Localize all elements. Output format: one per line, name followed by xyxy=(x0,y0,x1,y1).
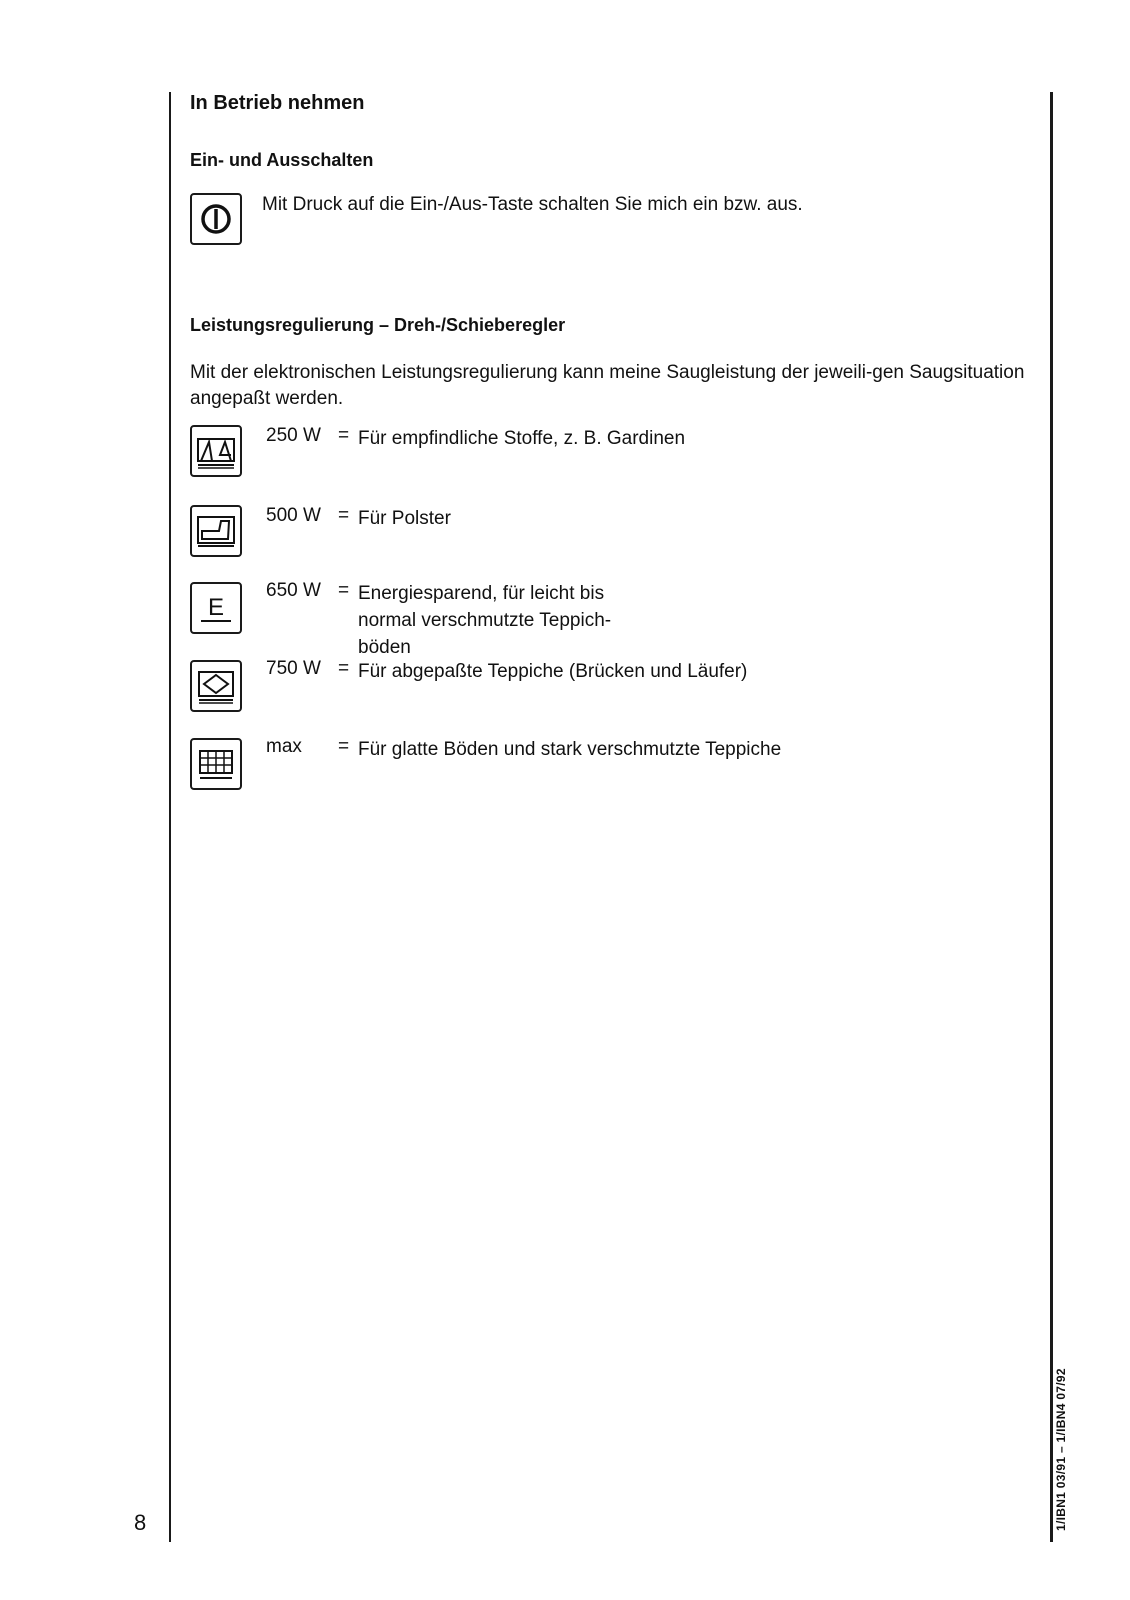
on-off-text: Mit Druck auf die Ein-/Aus-Taste schalten Sie mich ein bzw. aus. xyxy=(262,194,803,215)
left-margin-rule xyxy=(169,92,171,1542)
floor-grid-icon xyxy=(190,738,242,790)
armchair-icon xyxy=(190,505,242,557)
level-label: 650 W xyxy=(266,580,321,601)
level-description: Energiesparend, für leicht bis normal verschmutzte Teppich-böden xyxy=(358,583,612,658)
energy-e-icon xyxy=(190,582,242,634)
equals-sign: = xyxy=(338,736,350,757)
energy-e-letter: E xyxy=(207,594,225,621)
right-margin-rule xyxy=(1050,92,1053,1542)
equals-sign: = xyxy=(338,580,350,601)
level-description: Für empfindliche Stoffe, z. B. Gardinen xyxy=(358,428,686,449)
level-description: Für Polster xyxy=(358,508,451,529)
equals-sign: = xyxy=(338,425,350,446)
power-icon xyxy=(190,193,242,245)
level-description: Für glatte Böden und stark verschmutzte Teppiche xyxy=(358,739,782,760)
section-title-power-regulation: Leistungsregulierung – Dreh-/Schieberegler xyxy=(190,315,566,335)
level-description: Für abgepaßte Teppiche (Brücken und Läufer) xyxy=(358,661,748,682)
rug-icon xyxy=(190,660,242,712)
page-number: 8 xyxy=(134,1510,147,1535)
equals-sign: = xyxy=(338,658,350,679)
equals-sign: = xyxy=(338,505,350,526)
section-title-on-off: Ein- und Ausschalten xyxy=(190,150,374,170)
document-code: 1/IBN1 03/91 – 1/IBN4 07/92 xyxy=(1054,1368,1068,1531)
level-label: max xyxy=(266,736,302,757)
level-label: 500 W xyxy=(266,505,321,526)
level-label: 250 W xyxy=(266,425,321,446)
page-heading: In Betrieb nehmen xyxy=(190,92,365,114)
level-label: 750 W xyxy=(266,658,321,679)
power-regulation-intro: Mit der elektronischen Leistungsregulierung kann meine Saugleistung der jeweili-gen Saugsituation angepaßt werden. xyxy=(190,362,1025,409)
curtain-icon xyxy=(190,425,242,477)
